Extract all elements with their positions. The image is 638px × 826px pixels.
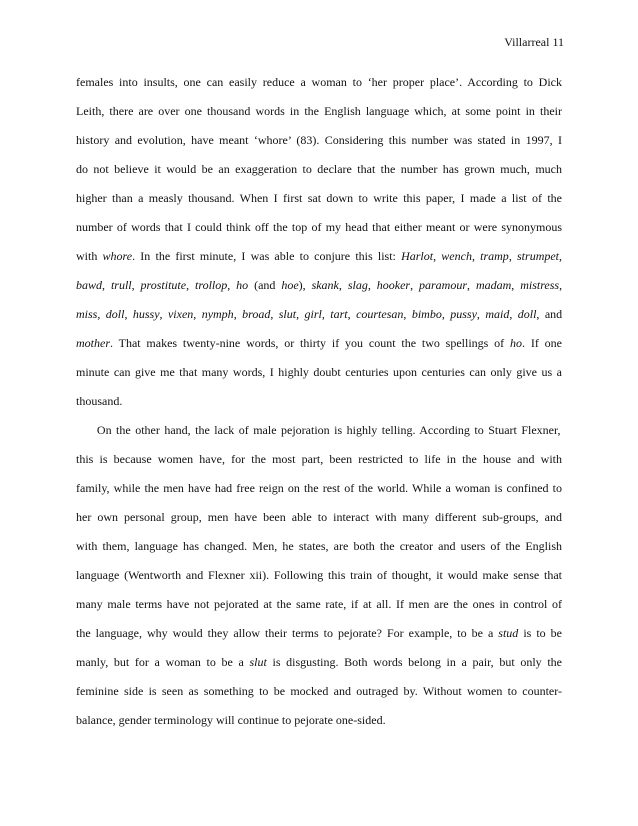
text-segment: , xyxy=(233,307,243,321)
text-line xyxy=(76,480,562,496)
italic-term: paramour xyxy=(419,278,468,292)
text-segment: , xyxy=(509,307,518,321)
text-segment: , xyxy=(511,278,521,292)
text-line xyxy=(76,683,562,699)
text-segment: , xyxy=(433,249,442,263)
text-segment: , xyxy=(347,307,357,321)
italic-term: nymph xyxy=(201,307,234,321)
text-line xyxy=(76,625,562,641)
text-line xyxy=(76,364,562,380)
text-segment: this is because women have, for the most part, been restricted to life in the house and with xyxy=(76,452,562,466)
text-segment: females into insults, one can easily reduce a woman to ‘her proper place’. According to Dick xyxy=(76,75,562,89)
text-line xyxy=(76,509,562,525)
italic-term: broad xyxy=(242,307,271,321)
text-segment: , xyxy=(367,278,377,292)
italic-term: maid xyxy=(485,307,510,321)
text-segment: manly, but for a woman to be a xyxy=(76,655,250,669)
text-segment: balance, gender terminology will continue to pejorate one-sided. xyxy=(76,713,386,727)
italic-term: miss xyxy=(76,307,98,321)
text-line xyxy=(76,219,562,235)
italic-term: mistress xyxy=(520,278,560,292)
text-segment: history and evolution, have meant ‘whore’ (83). Considering this number was stated in 1997, I xyxy=(76,133,562,147)
text-segment: , xyxy=(124,307,133,321)
italic-term: slut xyxy=(249,655,267,669)
italic-term: girl xyxy=(304,307,322,321)
text-segment: , xyxy=(476,307,486,321)
text-segment: . If one xyxy=(522,336,562,350)
text-line xyxy=(76,422,561,438)
text-segment: , xyxy=(471,249,481,263)
italic-term: courtesan xyxy=(356,307,404,321)
italic-term: wench xyxy=(441,249,472,263)
text-segment: , xyxy=(159,307,168,321)
text-segment: , xyxy=(410,278,419,292)
italic-term: mother xyxy=(76,336,110,350)
text-segment: , xyxy=(97,307,106,321)
text-line xyxy=(76,567,562,583)
text-segment: with them, language has changed. Men, he states, are both the creator and users of the English xyxy=(76,539,562,553)
italic-term: strumpet xyxy=(517,249,560,263)
text-segment: feminine side is seen as something to be mocked and outraged by. Without women to counter- xyxy=(76,684,562,698)
italic-term: trollop xyxy=(195,278,228,292)
italic-term: trull xyxy=(110,278,132,292)
italic-term: doll xyxy=(105,307,125,321)
text-segment: minute can give me that many words, I highly doubt centuries upon centuries can only give us a xyxy=(76,365,562,379)
italic-term: bimbo xyxy=(411,307,442,321)
text-segment: (and xyxy=(248,278,282,292)
text-segment: Leith, there are over one thousand words in the English language which, at some point in their xyxy=(76,104,562,118)
text-segment: , xyxy=(508,249,518,263)
italic-term: prostitute xyxy=(140,278,187,292)
text-line xyxy=(76,161,562,177)
running-head: Villarreal 11 xyxy=(504,35,564,49)
text-segment: thousand. xyxy=(76,394,123,408)
italic-term: slut xyxy=(278,307,297,321)
italic-term: ho xyxy=(510,336,523,350)
text-line xyxy=(76,74,562,90)
text-line xyxy=(76,277,562,293)
text-line xyxy=(76,451,562,467)
italic-term: tramp xyxy=(480,249,509,263)
text-segment: , xyxy=(321,307,331,321)
text-segment: , xyxy=(186,278,196,292)
text-segment: , xyxy=(270,307,279,321)
text-segment: ), xyxy=(298,278,312,292)
italic-term: pussy xyxy=(450,307,477,321)
italic-term: stud xyxy=(498,626,519,640)
text-segment: , xyxy=(441,307,451,321)
text-segment: do not believe it would be an exaggeration to declare that the number has grown much, much xyxy=(76,162,562,176)
text-segment: , xyxy=(559,249,563,263)
italic-term: tart xyxy=(330,307,348,321)
text-segment: . That makes twenty-nine words, or thirty if you count the two spellings of xyxy=(110,336,511,350)
italic-term: slag xyxy=(347,278,368,292)
text-segment: is to be xyxy=(518,626,562,640)
italic-term: doll xyxy=(517,307,537,321)
italic-term: bawd xyxy=(76,278,103,292)
text-line xyxy=(76,306,562,322)
text-segment: many male terms have not pejorated at the same rate, if at all. If men are the ones in control of xyxy=(76,597,562,611)
text-line xyxy=(76,335,562,351)
text-line xyxy=(76,712,386,728)
text-segment: , and xyxy=(536,307,563,321)
text-segment: . In the first minute, I was able to conjure this list: xyxy=(132,249,402,263)
italic-term: whore xyxy=(102,249,133,263)
italic-term: hooker xyxy=(376,278,411,292)
text-line xyxy=(76,654,562,670)
text-line xyxy=(76,596,562,612)
text-segment: , xyxy=(338,278,348,292)
text-segment: number of words that I could think off the top of my head that either meant or were synonymous xyxy=(76,220,562,234)
italic-term: skank xyxy=(311,278,339,292)
text-segment: language (Wentworth and Flexner xii). Following this train of thought, it would make sense that xyxy=(76,568,562,582)
text-segment: her own personal group, men have been able to interact with many different sub-groups, and xyxy=(76,510,562,524)
text-segment: higher than a measly thousand. When I first sat down to write this paper, I made a list of the xyxy=(76,191,562,205)
italic-term: Harlot xyxy=(401,249,434,263)
text-segment: , xyxy=(403,307,412,321)
text-line xyxy=(76,190,562,206)
italic-term: ho xyxy=(236,278,249,292)
text-line xyxy=(76,393,122,409)
italic-term: hussy xyxy=(132,307,160,321)
text-segment: is disgusting. Both words belong in a pair, but only the xyxy=(266,655,562,669)
text-segment: the language, why would they allow their terms to pejorate? For example, to be a xyxy=(76,626,499,640)
text-line xyxy=(76,248,562,264)
text-line xyxy=(76,103,562,119)
text-segment: family, while the men have had free reign on the rest of the world. While a woman is confined to xyxy=(76,481,562,495)
text-segment: , xyxy=(193,307,202,321)
italic-term: hoe xyxy=(281,278,299,292)
italic-term: vixen xyxy=(167,307,194,321)
text-segment: , xyxy=(131,278,141,292)
text-line xyxy=(76,132,562,148)
text-segment: , xyxy=(296,307,305,321)
text-line xyxy=(76,538,562,554)
text-segment: with xyxy=(76,249,103,263)
text-segment: , xyxy=(102,278,111,292)
text-segment: , xyxy=(467,278,476,292)
text-segment: , xyxy=(227,278,237,292)
text-segment: , xyxy=(559,278,563,292)
italic-term: madam xyxy=(475,278,512,292)
text-segment: On the other hand, the lack of male pejoration is highly telling. According to Stuart Flexner, xyxy=(76,423,561,437)
